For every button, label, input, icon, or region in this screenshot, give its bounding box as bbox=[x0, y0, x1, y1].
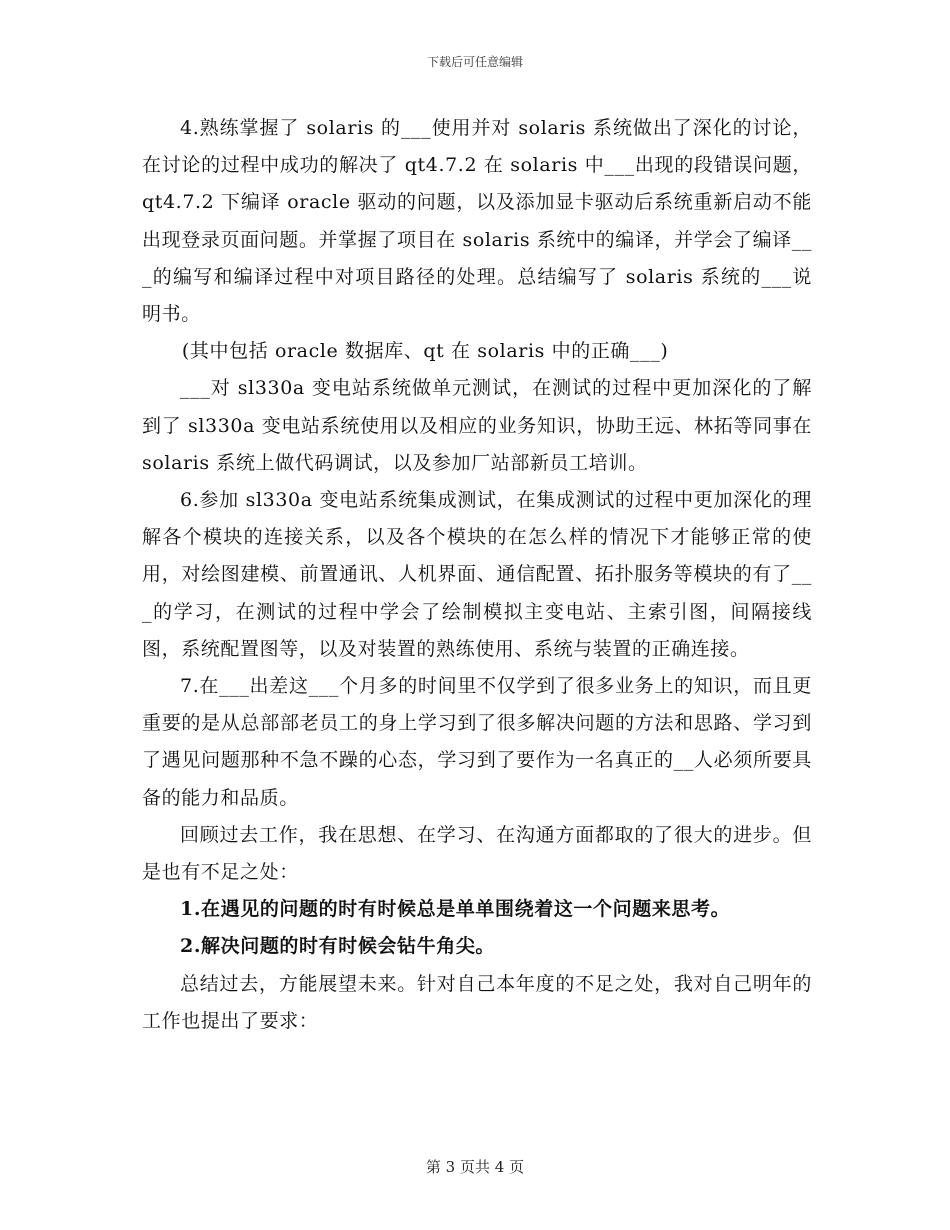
page-footer: 第 3 页共 4 页 bbox=[425, 1158, 525, 1176]
paragraph-summary: 总结过去，方能展望未来。针对自己本年度的不足之处，我对自己明年的工作也提出了要求： bbox=[142, 972, 812, 1032]
paragraph-item-5: ___对 sl330a 变电站系统做单元测试，在测试的过程中更加深化的了解到了 sl330a 变电站系统使用以及相应的业务知识，协助王远、林拓等同事在 solaris 系统上做代码调试，以及参加厂站部新员工培训。 bbox=[142, 377, 812, 474]
shortcoming-1: 1.在遇见的问题的时有时候总是单单围绕着这一个问题来思考。 bbox=[180, 898, 731, 921]
paragraph-item-6: 6.参加 sl330a 变电站系统集成测试，在集成测试的过程中更加深化的理解各个模块的连接关系，以及各个模块的在怎么样的情况下才能够正常的使用，对绘图建模、前置通讯、人机界面、通信配置、拓扑服务等模块的有了___的学习，在测试的过程中学会了绘制模拟主变电站、主索引图，间隔接线图，系统配置图等，以及对装置的熟练使用、系统与装置的正确连接。 bbox=[142, 489, 812, 660]
page-header: 下载后可任意编辑 bbox=[426, 55, 523, 69]
paragraph-item-4-note: (其中包括 oracle 数据库、qt 在 solaris 中的正确___) bbox=[181, 340, 669, 363]
paragraph-review: 回顾过去工作，我在思想、在学习、在沟通方面都取的了很大的进步。但是也有不足之处： bbox=[142, 823, 812, 884]
document-body bbox=[142, 110, 812, 1040]
shortcoming-2: 2.解决问题的时有时候会钻牛角尖。 bbox=[180, 935, 496, 958]
paragraph-item-7: 7.在___出差这___个月多的时间里不仅学到了很多业务上的知识，而且更重要的是从总部部老员工的身上学习到了很多解决问题的方法和思路、学习到了遇见问题那种不急不躁的心态，学习到了要作为一名真正的__人必须所要具备的能力和品质。 bbox=[142, 675, 812, 809]
paragraph-item-4: 4.熟练掌握了 solaris 的___使用并对 solaris 系统做出了深化的讨论，在讨论的过程中成功的解决了 qt4.7.2 在 solaris 中___出现的段错误问题，qt4.7.2 下编译 oracle 驱动的问题，以及添加显卡驱动后系统重新启动不能出现登录页面问题。并掌握了项目在 solaris 系统中的编译，并学会了编译___的编写和编译过程中对项目路径的处理。总结编写了 solaris 系统的___说明书。 bbox=[142, 117, 812, 326]
